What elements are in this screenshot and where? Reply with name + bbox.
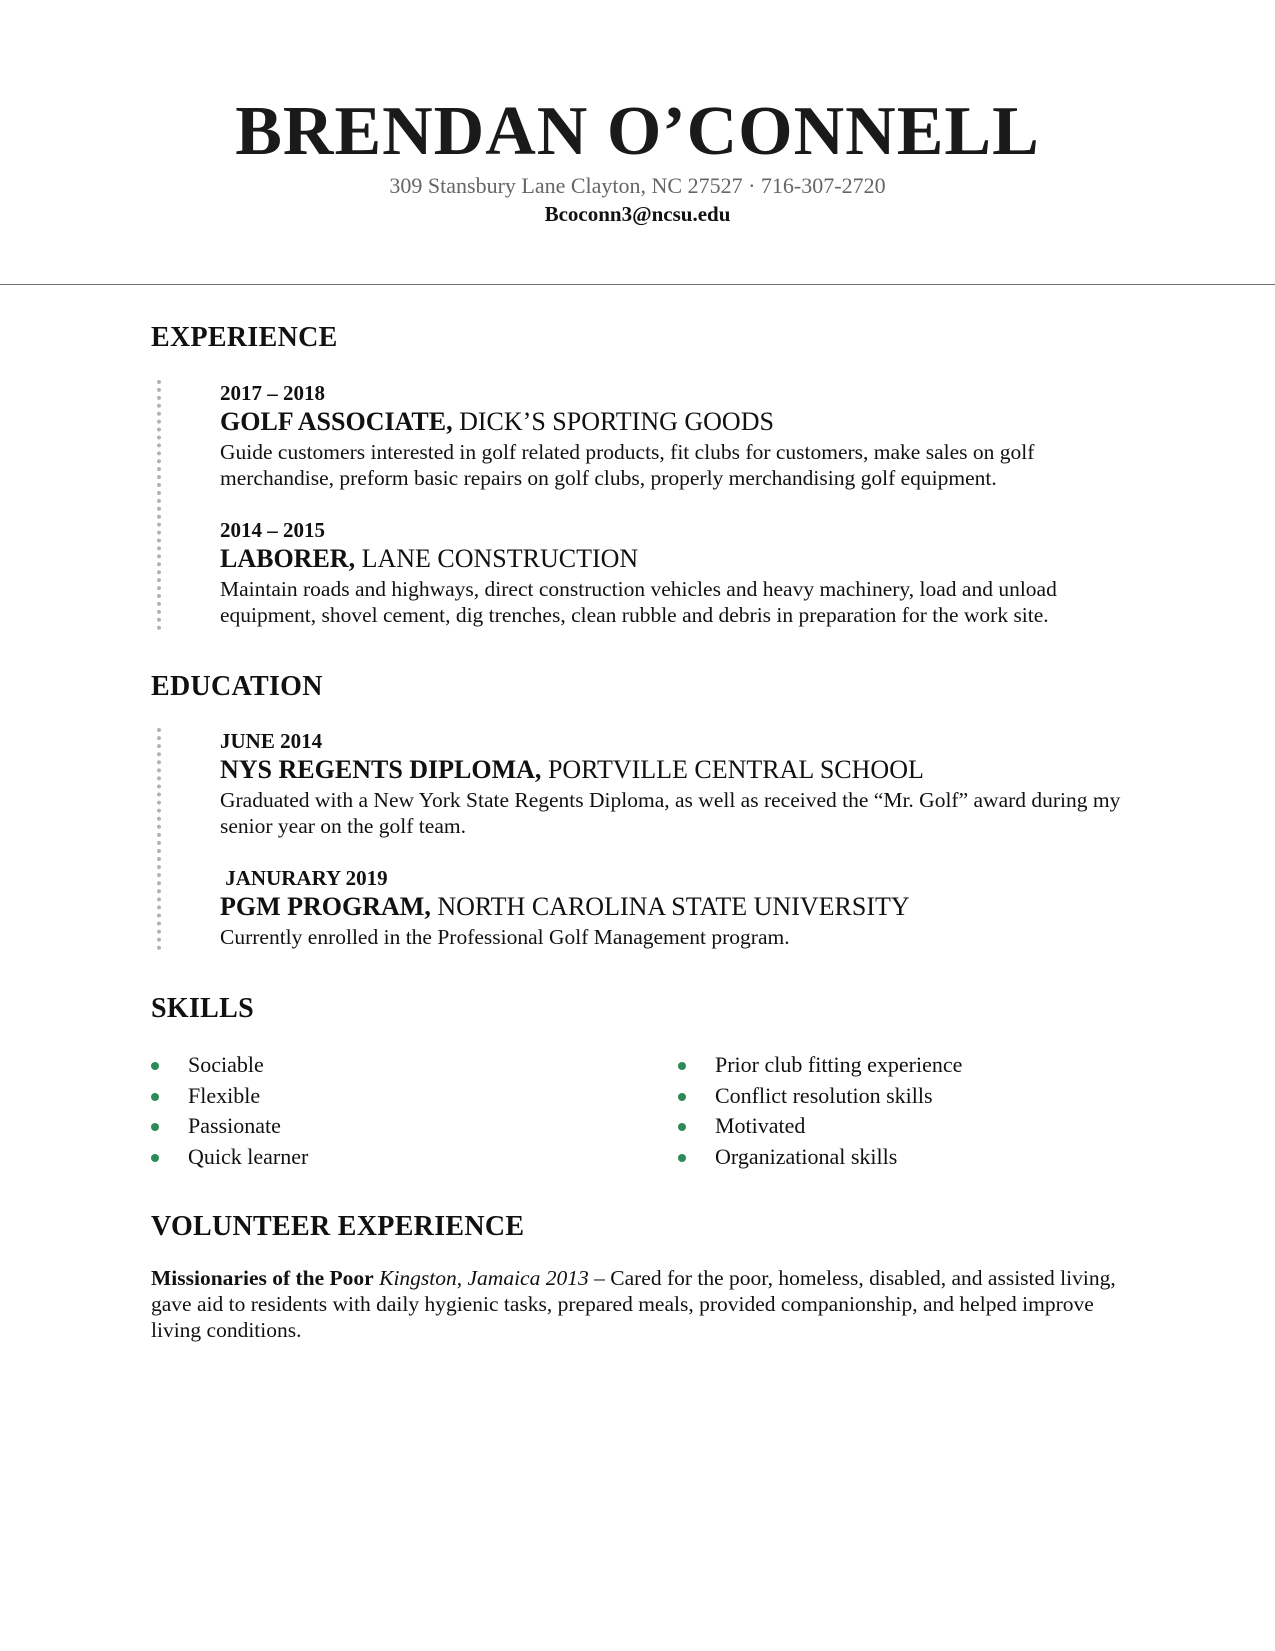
skills-heading: SKILLS: [151, 993, 254, 1024]
candidate-name: BRENDAN O’CONNELL: [235, 93, 1040, 170]
entry-date: 2014 – 2015: [220, 518, 325, 542]
bullet-icon: [151, 1123, 159, 1131]
resume-header: [0, 92, 1275, 228]
skill-label: Organizational skills: [715, 1143, 898, 1169]
entry-title: [220, 754, 1140, 786]
skill-label: Flexible: [188, 1082, 261, 1108]
entry-title: [220, 406, 1140, 438]
skill-item: [151, 1050, 308, 1081]
volunteer-description: [151, 1265, 1131, 1343]
bullet-icon: [678, 1093, 686, 1101]
bullet-icon: [678, 1123, 686, 1131]
email-address: Bcoconn3@ncsu.edu: [544, 202, 731, 226]
experience-timeline: [157, 380, 161, 630]
education-entry: [220, 865, 1140, 950]
bullet-icon: [678, 1154, 686, 1162]
skills-list-left: [151, 1050, 308, 1172]
entry-description: Graduated with a New York State Regents Diploma, as well as received the “Mr. Golf” award during my senior year on the golf team.: [220, 788, 1121, 838]
entry-title: [220, 543, 1140, 575]
education-heading: EDUCATION: [151, 671, 323, 702]
entry-org: NORTH CAROLINA STATE UNIVERSITY: [430, 892, 910, 921]
education-timeline: [157, 728, 161, 950]
entry-role: LABORER,: [220, 544, 356, 573]
skill-label: Sociable: [188, 1052, 264, 1077]
skill-item: [151, 1142, 308, 1173]
entry-date: 2017 – 2018: [220, 381, 325, 405]
skill-item: [678, 1142, 962, 1173]
experience-entry: [220, 517, 1140, 628]
entry-date: JANURARY 2019: [220, 866, 388, 890]
entry-title: [220, 891, 1140, 923]
education-entry: [220, 728, 1140, 839]
skill-item: [678, 1050, 962, 1081]
experience-heading: EXPERIENCE: [151, 322, 338, 353]
skill-item: [151, 1111, 308, 1142]
contact-line: 309 Stansbury Lane Clayton, NC 27527 · 716-307-2720: [389, 173, 886, 198]
volunteer-heading: VOLUNTEER EXPERIENCE: [151, 1211, 525, 1242]
skill-label: Prior club fitting experience: [715, 1052, 963, 1077]
entry-role: PGM PROGRAM,: [220, 892, 431, 921]
entry-org: DICK’S SPORTING GOODS: [452, 407, 774, 436]
entry-description: Guide customers interested in golf related products, fit clubs for customers, make sales on golf merchandise, preform basic repairs on golf clubs, properly merchandising golf equipment.: [220, 440, 1035, 490]
entry-role: GOLF ASSOCIATE,: [220, 407, 453, 436]
volunteer-place: Kingston, Jamaica 2013: [373, 1266, 589, 1290]
header-divider: [0, 284, 1275, 285]
entry-description: Maintain roads and highways, direct construction vehicles and heavy machinery, load and unload equipment, shovel cement, dig trenches, clean rubble and debris in preparation for the work site.: [220, 577, 1057, 627]
skill-item: [151, 1081, 308, 1112]
entry-org: LANE CONSTRUCTION: [355, 544, 639, 573]
skill-label: Conflict resolution skills: [715, 1082, 933, 1108]
skill-label: Quick learner: [188, 1143, 309, 1169]
skill-item: [678, 1081, 962, 1112]
entry-role: NYS REGENTS DIPLOMA,: [220, 755, 542, 784]
volunteer-details: – Cared for the poor, homeless, disabled, and assisted living, gave aid to residents with daily hygienic tasks, prepared meals, provided companionship, and helped improve living conditions.: [151, 1266, 1116, 1342]
entry-org: PORTVILLE CENTRAL SCHOOL: [541, 755, 924, 784]
experience-entry: [220, 380, 1140, 491]
volunteer-org: Missionaries of the Poor: [151, 1266, 374, 1290]
skills-list-right: [678, 1050, 962, 1172]
bullet-icon: [678, 1062, 686, 1070]
skill-label: Passionate: [188, 1113, 281, 1138]
entry-description: Currently enrolled in the Professional Golf Management program.: [220, 925, 790, 949]
skill-label: Motivated: [715, 1113, 806, 1138]
bullet-icon: [151, 1062, 159, 1070]
bullet-icon: [151, 1093, 159, 1101]
entry-date: JUNE 2014: [220, 729, 323, 753]
skill-item: [678, 1111, 962, 1142]
bullet-icon: [151, 1154, 159, 1162]
